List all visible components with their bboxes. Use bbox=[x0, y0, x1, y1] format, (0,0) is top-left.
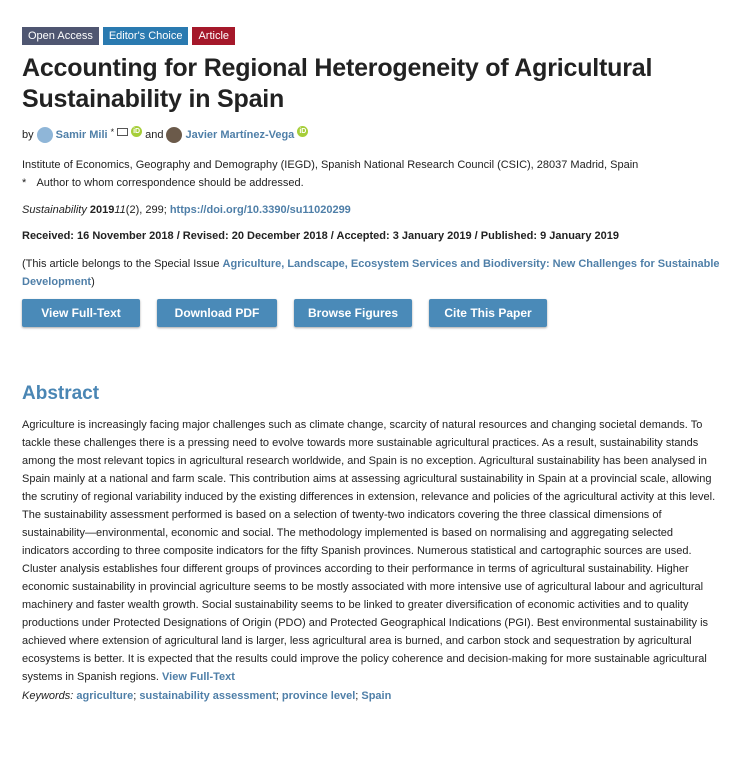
keyword-link[interactable]: agriculture bbox=[76, 690, 134, 702]
keyword-link[interactable]: sustainability assessment bbox=[139, 690, 276, 702]
author-avatar-icon bbox=[166, 127, 182, 143]
citation-year: 2019 bbox=[89, 204, 115, 216]
correspondence-mark: * bbox=[22, 177, 27, 189]
author-list bbox=[22, 127, 722, 143]
correspondence-note bbox=[22, 174, 722, 192]
and-label: and bbox=[145, 129, 164, 141]
action-buttons bbox=[22, 299, 722, 327]
keyword-separator: ; bbox=[275, 690, 282, 702]
special-issue-prefix: (This article belongs to the Special Issue bbox=[22, 258, 223, 270]
special-issue-note bbox=[22, 255, 722, 291]
special-issue-suffix: ) bbox=[91, 276, 95, 288]
keyword-separator: ; bbox=[355, 690, 362, 702]
affiliation: Institute of Economics, Geography and Demography (IEGD), Spanish National Research Council (CSIC), 28037 Madrid, Spain bbox=[22, 159, 639, 171]
orcid-icon[interactable]: iD bbox=[299, 127, 307, 135]
open-access-badge[interactable]: Open Access bbox=[22, 27, 99, 45]
article-title: Accounting for Regional Heterogeneity of Agricultural Sustainability in Spain bbox=[22, 54, 653, 113]
abstract-text bbox=[22, 416, 722, 686]
keyword-separator: ; bbox=[133, 690, 140, 702]
keywords-label: Keywords: bbox=[22, 690, 74, 702]
special-issue-link[interactable]: Agriculture, Landscape, Ecosystem Services and Biodiversity: New Challenges for Sustainable Development bbox=[22, 258, 720, 288]
editors-choice-badge[interactable]: Editor's Choice bbox=[103, 27, 189, 45]
citation-volume: 11 bbox=[114, 204, 126, 216]
publication-dates: Received: 16 November 2018 / Revised: 20 December 2018 / Accepted: 3 January 2019 / Published: 9 January 2019 bbox=[22, 230, 619, 242]
citation-issue-pages: (2), 299; bbox=[125, 204, 170, 216]
keyword-link[interactable]: province level bbox=[281, 690, 356, 702]
badge-row bbox=[22, 27, 722, 45]
keywords bbox=[22, 687, 722, 705]
doi-link[interactable]: https://doi.org/10.3390/su11020299 bbox=[169, 204, 351, 216]
cite-this-paper-button[interactable]: Cite This Paper bbox=[429, 299, 547, 327]
abstract-heading: Abstract bbox=[22, 383, 100, 404]
email-icon[interactable] bbox=[117, 128, 128, 136]
article-type-badge: Article bbox=[192, 27, 235, 45]
by-label: by bbox=[22, 129, 34, 141]
author-avatar-icon bbox=[37, 127, 53, 143]
article-header bbox=[22, 27, 722, 705]
browse-figures-button[interactable]: Browse Figures bbox=[294, 299, 412, 327]
author-link-javier-martinez-vega[interactable]: Javier Martínez-Vega bbox=[185, 129, 295, 141]
citation bbox=[22, 204, 722, 216]
abstract-body: Agriculture is increasingly facing major challenges such as climate change, scarcity of natural resources and changing societal demands. To tackle these challenges there is a pressing need to evolve towards more sustainable agricultural practices. As a result, sustainability stands among the most relevant topics in agricultural research worldwide, and Spain is no exception. Agricultural sustainability has been analysed in Spain mainly at a national and farm scale. This contribution aims at assessing agricultural sustainability in Spain at a provincial scale, allowing the scrutiny of regional variability induced by the existing differences in extension, relevance and policies of the agricultural activity at this level. The sustainability assessment performed is based on a selection of twenty-two indicators covering the three classical dimensions of sustainability—environmental, economic and social. The methodology implemented is based on normalising and aggregating selected indicators according to three composite indicators for the fifty Spanish provinces. Numerous statistical and cartographic sources are used. Cluster analysis establishes four different groups of provinces according to their performance in terms of agricultural sustainability. Higher economic sustainability in provincial agriculture seems to be mostly associated with more intensive use of agricultural labour and agricultural machinery and faster wealth growth. Social sustainability seems to be linked to greater diversification of economic activities and to quality productions under Protected Designations of Origin (PDO) and Protected Geographical Indications (PGI). Best environmental sustainability is achieved where extension of agricultural land is larger, less agricultural area is burned, and carbon stock and sequestration by agricultural ecosystems is better. It is expected that the results could improve the policy coherence and decision-making for more sustainable agricultural systems in Spanish regions. bbox=[22, 419, 716, 683]
correspondence-text: Author to whom correspondence should be addressed. bbox=[36, 177, 304, 189]
keyword-link[interactable]: Spain bbox=[361, 690, 392, 702]
journal-name: Sustainability bbox=[22, 204, 87, 216]
author-link-samir-mili[interactable]: Samir Mili bbox=[55, 129, 108, 141]
view-full-text-button[interactable]: View Full-Text bbox=[22, 299, 140, 327]
corresponding-author-mark: * bbox=[110, 127, 115, 137]
abstract-view-full-text-link[interactable]: View Full-Text bbox=[162, 671, 235, 683]
download-pdf-button[interactable]: Download PDF bbox=[157, 299, 277, 327]
orcid-icon[interactable]: iD bbox=[133, 127, 141, 135]
